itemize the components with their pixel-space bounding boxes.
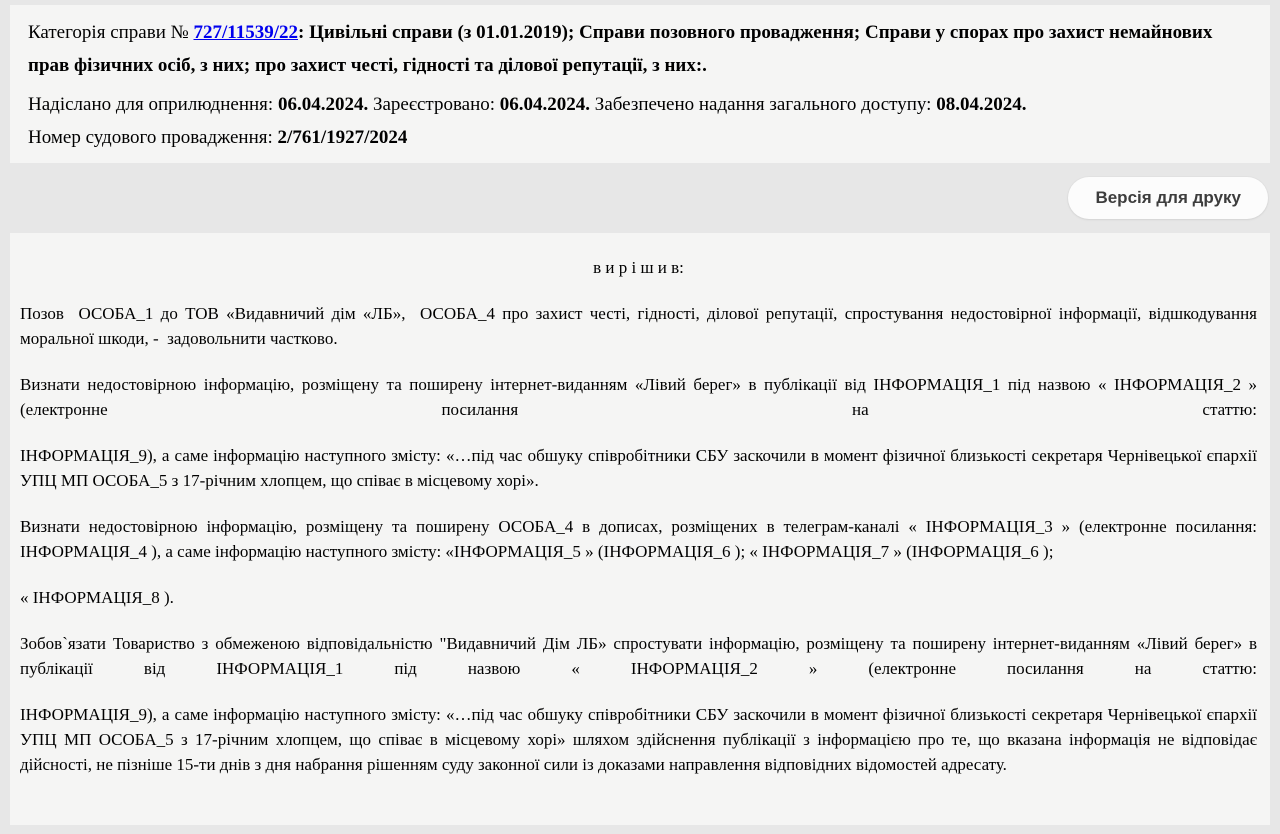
case-metadata-panel xyxy=(10,5,1270,163)
decision-paragraph: « ІНФОРМАЦІЯ_8 ). xyxy=(20,588,174,607)
print-version-button[interactable]: Версія для друку xyxy=(1068,177,1268,219)
proceeding-number-line xyxy=(28,124,1252,151)
public-access-date: 08.04.2024. xyxy=(936,94,1027,115)
decision-text-panel xyxy=(10,233,1270,825)
decision-paragraph: Позов ОСОБА_1 до ТОВ «Видавничий дім «ЛБ», ОСОБА_4 про захист честі, гідності, ділової репутації, спростування недостовірної інформації, відшкодування моральної шкоди, - задовольнити частково. xyxy=(20,304,1262,348)
decision-paragraph: ІНФОРМАЦІЯ_9), а саме інформацію наступного змісту: «…під час обшуку співробітники СБУ заскочили в момент фізичної близькості секретаря Чернівецької єпархії УПЦ МП ОСОБА_5 з 17-річним хлопцем, що співає в місцевому хорі». xyxy=(20,446,1262,490)
case-category-line xyxy=(28,16,1252,82)
publication-dates-line xyxy=(28,91,1252,118)
registered-date: 06.04.2024. xyxy=(499,94,591,115)
proceeding-number-value: 2/761/1927/2024 xyxy=(277,127,408,148)
decision-heading: в и р і ш и в: xyxy=(593,258,684,277)
decision-paragraph: Визнати недостовірною інформацію, розміщену та поширену інтернет-виданням «Лівий берег» в публікації від ІНФОРМАЦІЯ_1 під назвою « ІНФОРМАЦІЯ_2 » (електронне посилання на статтю: xyxy=(20,375,1262,419)
registered-label: Зареєстровано: xyxy=(368,94,500,115)
decision-paragraph: Зобов`язати Товариство з обмеженою відповідальністю "Видавничий Дім ЛБ» спростувати інформацію, розміщену та поширену інтернет-виданням «Лівий берег» в публікації від ІНФОРМАЦІЯ_1 під назвою « ІНФОРМАЦІЯ_2 » (електронне посилання на статтю: xyxy=(20,634,1262,678)
proceeding-number-label: Номер судового провадження: xyxy=(28,127,278,148)
case-category-label: Категорія справи № xyxy=(28,22,194,43)
decision-paragraph: Визнати недостовірною інформацію, розміщену та поширену ОСОБА_4 в дописах, розміщених в телеграм-каналі « ІНФОРМАЦІЯ_3 » (електронне посилання: ІНФОРМАЦІЯ_4 ), а саме інформацію наступного змісту: «ІНФОРМАЦІЯ_5 » (ІНФОРМАЦІЯ_6 ); « ІНФОРМАЦІЯ_7 » (ІНФОРМАЦІЯ_6 ); xyxy=(20,517,1262,561)
public-access-label: Забезпечено надання загального доступу: xyxy=(590,94,937,115)
case-category-value: : Цивільні справи (з 01.01.2019); Справи позовного провадження; Справи у спорах про захист немайнових прав фізичних осіб, з них; про захист честі, гідності та ділової репутації, з них:. xyxy=(28,22,1213,76)
decision-paragraph: ІНФОРМАЦІЯ_9), а саме інформацію наступного змісту: «…під час обшуку співробітники СБУ заскочили в момент фізичної близькості секретаря Чернівецької єпархії УПЦ МП ОСОБА_5 з 17-річним хлопцем, що співає в місцевому хорі» шляхом здійснення публікації з інформацією про те, що вказана інформація не відповідає дійсності, не пізніше 15-ти днів з дня набрання рішенням суду законної сили із доказами направлення відповідних відомостей адресату. xyxy=(20,705,1262,774)
sent-for-publication-label: Надіслано для оприлюднення: xyxy=(28,94,278,115)
case-number-link[interactable]: 727/11539/22 xyxy=(193,22,299,43)
toolbar-band xyxy=(10,163,1270,233)
sent-for-publication-date: 06.04.2024. xyxy=(277,94,369,115)
